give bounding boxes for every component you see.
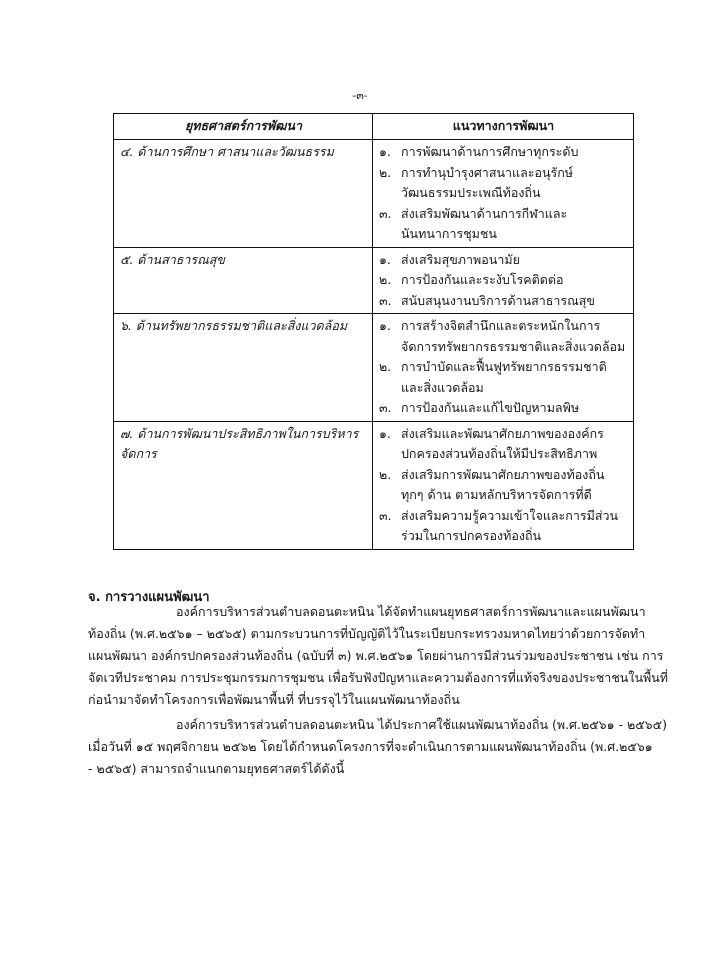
approach-cell [373, 421, 634, 549]
paragraph-line: องค์การบริหารส่วนตำบลดอนตะหนิน ได้ประกาศใช้แผนพัฒนาท้องถิ่น (พ.ศ.๒๕๖๑ - ๒๕๖๕) [176, 717, 667, 732]
paragraph-line: แผนพัฒนา องค์กรปกครองส่วนท้องถิ่น (ฉบับที่ ๓) พ.ศ.๒๕๖๑ โดยผ่านการมีส่วนร่วมของประชาชน เช่น การ [88, 648, 664, 663]
approach-item [379, 204, 628, 245]
approach-text: สนับสนุนงานบริการด้านสาธารณสุข [401, 292, 595, 308]
approach-cell [373, 247, 634, 314]
strategy-table [113, 113, 634, 550]
table-row [114, 314, 634, 422]
table-header-row [114, 114, 634, 140]
strategy-cell: ๕. ด้านสาธารณสุข [114, 247, 373, 314]
strategy-cell: ๗. ด้านการพัฒนาประสิทธิภาพในการบริหารจัดการ [114, 421, 373, 549]
header-strategy: ยุทธศาสตร์การพัฒนา [114, 114, 373, 140]
paragraph-1 [88, 601, 669, 711]
approach-text: ส่งเสริมพัฒนาด้านการกีฬาและนันทนาการชุมชน [401, 205, 568, 241]
approach-number: ๓. [379, 292, 392, 308]
approach-number: ๑. [379, 144, 391, 159]
paragraph-2 [88, 714, 667, 780]
approach-item [379, 506, 628, 547]
approach-item [379, 465, 628, 506]
approach-number: ๒. [379, 466, 392, 482]
table-row [114, 247, 634, 314]
approach-item [379, 142, 628, 163]
page-number: -๓- [352, 89, 368, 102]
paragraph-line: องค์การบริหารส่วนตำบลดอนตะหนิน ได้จัดทำแผนยุทธศาสตร์การพัฒนาและแผนพัฒนา [176, 604, 646, 619]
paragraph-line: จัดเวทีประชาคม การประชุมกรรมการชุมชน เพื่อรับฟังปัญหาและความต้องการที่แท้จริงของประชาชนในพื้นที่ [88, 670, 669, 685]
approach-number: ๒. [379, 359, 392, 374]
strategy-cell: ๔. ด้านการศึกษา ศาสนาและวัฒนธรรม [114, 140, 373, 248]
strategy-cell: ๖. ด้านทรัพยากรธรรมชาติและสิ่งแวดล้อม [114, 314, 373, 422]
approach-item [379, 398, 628, 419]
approach-item [379, 291, 628, 312]
approach-number: ๑. [379, 318, 391, 333]
approach-item [379, 270, 628, 291]
approach-text: การสร้างจิตสำนึกและตระหนักในการจัดการทรัพยากรธรรมชาติและสิ่งแวดล้อม [401, 318, 626, 354]
approach-text: ส่งเสริมสุขภาพอนามัย [401, 251, 520, 267]
approach-text: การบำบัดและฟื้นฟูทรัพยากรธรรมชาติและสิ่งแวดล้อม [401, 359, 607, 395]
approach-number: ๓. [379, 507, 392, 523]
approach-number: ๒. [379, 272, 392, 287]
approach-cell [373, 314, 634, 422]
approach-text: การทำนุบำรุงศาสนาและอนุรักษ์วัฒนธรรมประเพณีท้องถิ่น [401, 164, 574, 200]
approach-text: ส่งเสริมและพัฒนาศักยภาพขององค์กรปกครองส่วนท้องถิ่นให้มีประสิทธิภาพ [401, 425, 604, 461]
approach-number: ๑. [379, 425, 391, 441]
approach-text: การป้องกันและแก้ไขปัญหามลพิษ [401, 400, 580, 415]
approach-item [379, 357, 628, 398]
approach-item [379, 163, 628, 204]
table-row [114, 140, 634, 248]
approach-item [379, 250, 628, 271]
section-heading: จ. การวางแผนพัฒนา [88, 590, 210, 605]
approach-text: การพัฒนาด้านการศึกษาทุกระดับ [401, 144, 579, 159]
approach-text: การป้องกันและระงับโรคติดต่อ [401, 272, 564, 287]
approach-cell [373, 140, 634, 248]
paragraph-line: ก่อนำมาจัดทำโครงการเพื่อพัฒนาพื้นที่ ที่บรรจุไว้ในแผนพัฒนาท้องถิ่น [88, 692, 460, 707]
approach-number: ๒. [379, 164, 392, 180]
table-row [114, 421, 634, 549]
paragraph-line: - ๒๕๖๕) สามารถจำแนกตามยุทธศาสตร์ได้ดังนี้ [88, 761, 345, 776]
paragraph-line: ท้องถิ่น (พ.ศ.๒๕๖๑ – ๒๕๖๕) ตามกระบวนการที่บัญญัติไว้ในระเบียบกระทรวงมหาดไทยว่าด้วยการจัดทำ [88, 626, 646, 641]
header-approach: แนวทางการพัฒนา [373, 114, 634, 140]
approach-text: ส่งเสริมการพัฒนาศักยภาพของท้องถิ่น ทุกๆ ด้าน ตามหลักบริหารจัดการที่ดี [401, 466, 605, 502]
approach-item [379, 316, 628, 357]
approach-number: ๓. [379, 205, 392, 221]
approach-item [379, 424, 628, 465]
approach-text: ส่งเสริมความรู้ความเข้าใจและการมีส่วนร่วมในการปกครองท้องถิ่น [401, 507, 619, 543]
approach-number: ๑. [379, 251, 391, 267]
paragraph-line: เมื่อวันที่ ๑๕ พฤศจิกายน ๒๕๖๒ โดยได้กำหนดโครงการที่จะดำเนินการตามแผนพัฒนาท้องถิ่น (พ.ศ.๒๕๖๑ [88, 739, 653, 754]
approach-number: ๓. [379, 400, 392, 415]
